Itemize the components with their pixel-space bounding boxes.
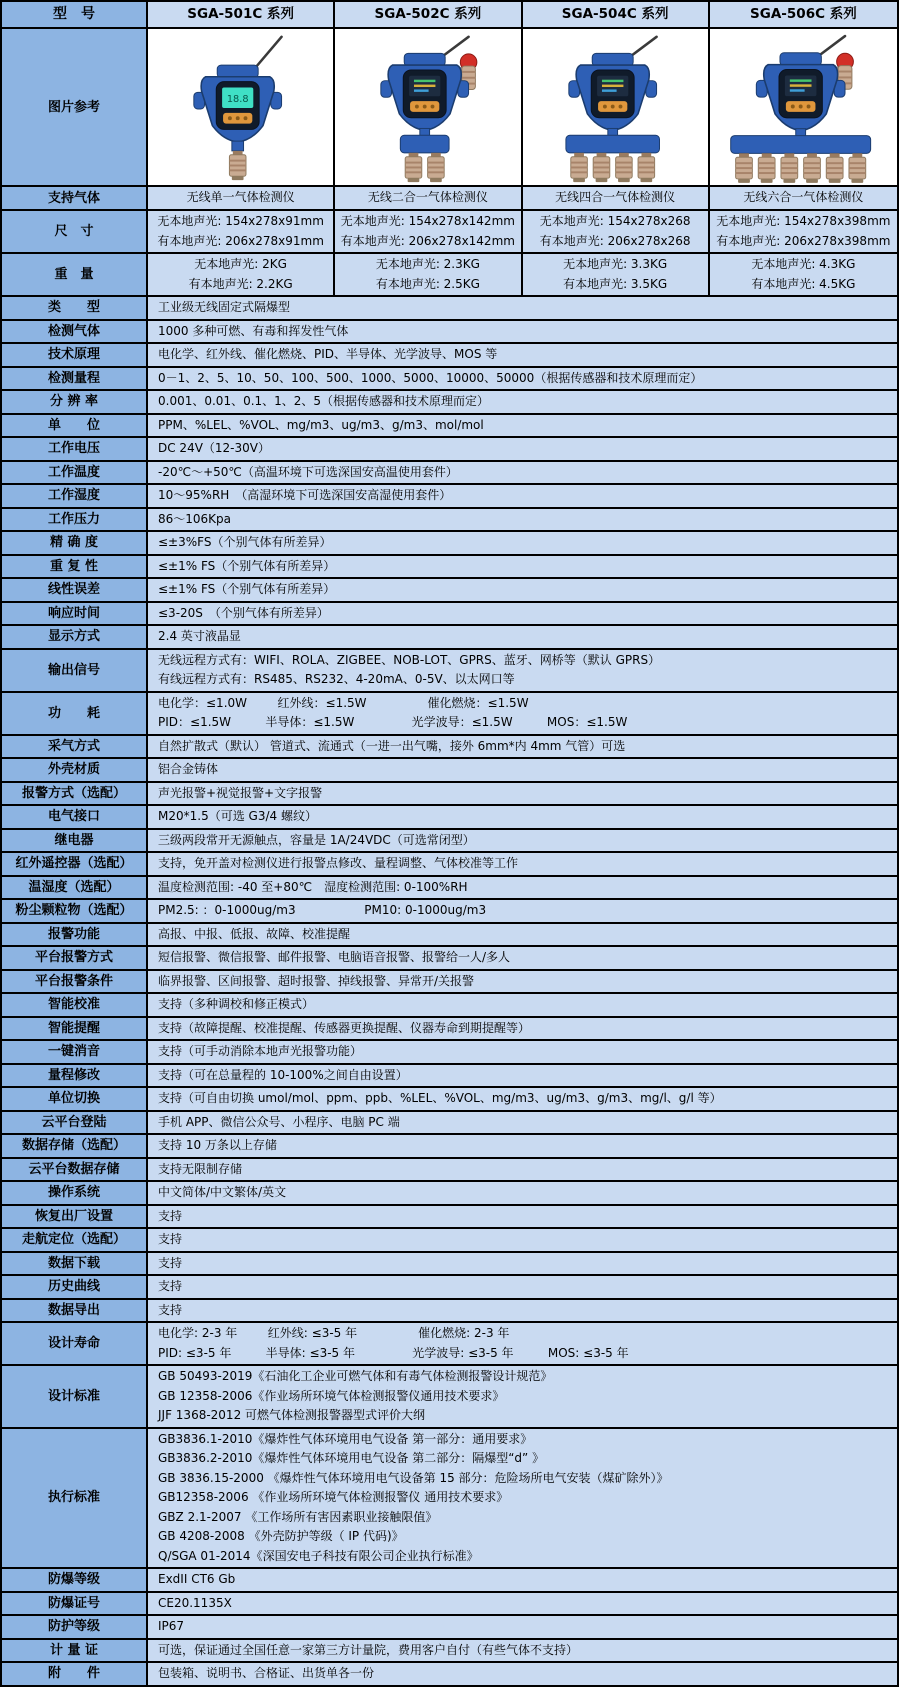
gas-detector-illustration <box>335 29 520 185</box>
spec-row <box>2 626 897 650</box>
supported-gas-row <box>2 187 897 211</box>
spec-value <box>148 1206 897 1228</box>
device-image-sga-506c <box>710 29 897 185</box>
model-header-cell: SGA-504C 系列 <box>523 2 710 27</box>
spec-line: ≤±1% FS（个别气体有所差异） <box>158 558 336 573</box>
spec-value <box>148 830 897 852</box>
spec-value <box>148 1366 897 1427</box>
device-image-sga-501c <box>148 29 335 185</box>
spec-line: JJF 1368-2012 可燃气体检测报警器型式评价大纲 <box>158 1408 426 1422</box>
spec-row <box>2 900 897 924</box>
row-label: 防护等级 <box>2 1616 148 1638</box>
spec-line: 三级两段常开无源触点，容量是 1A/24VDC（可选常闭型） <box>158 832 475 847</box>
spec-value <box>148 1300 897 1322</box>
row-label: 显示方式 <box>2 626 148 648</box>
spec-value <box>148 947 897 969</box>
spec-line: 可选，保证通过全国任意一家第三方计量院，费用客户自付（有些气体不支持） <box>158 1642 579 1657</box>
spec-value <box>148 1569 897 1591</box>
spec-row <box>2 1663 897 1685</box>
row-label: 温湿度（选配） <box>2 877 148 899</box>
gas-cells <box>148 187 897 209</box>
row-label: 附 件 <box>2 1663 148 1685</box>
gas-type-cell: 无线六合一气体检测仪 <box>710 187 897 209</box>
spec-row <box>2 1088 897 1112</box>
device-image-sga-502c <box>335 29 522 185</box>
spec-row <box>2 1640 897 1664</box>
spec-line: 高报、中报、低报、故障、校准提醒 <box>158 926 351 941</box>
spec-value <box>148 1640 897 1662</box>
spec-line: 86～106Kpa <box>158 511 232 526</box>
spec-line: IP67 <box>158 1619 185 1633</box>
row-label: 重 量 <box>2 254 148 295</box>
spec-row <box>2 806 897 830</box>
spec-line: 温度检测范围: -40 至+80℃ 湿度检测范围: 0-100%RH <box>158 879 468 894</box>
spec-row <box>2 947 897 971</box>
spec-row <box>2 556 897 580</box>
model-header-cell: SGA-502C 系列 <box>335 2 522 27</box>
spec-value <box>148 1663 897 1685</box>
spec-row <box>2 1135 897 1159</box>
spec-line: 自然扩散式（默认） 管道式、流通式（一进一出气嘴，接外 6mm*内 4mm 气管）可选 <box>158 738 626 753</box>
spec-value <box>148 579 897 601</box>
image-cells <box>148 29 897 185</box>
spec-row <box>2 509 897 533</box>
row-label: 工作温度 <box>2 462 148 484</box>
row-label: 尺 寸 <box>2 211 148 252</box>
spec-line: 无本地声光: 154x278x268 <box>539 214 691 228</box>
spec-line: 无本地声光: 2KG <box>194 257 287 271</box>
spec-line: 有本地声光: 2.5KG <box>375 276 480 291</box>
spec-line: 无本地声光: 154x278x398mm <box>716 214 891 228</box>
spec-line: 0.001、0.01、0.1、1、2、5（根据传感器和技术原理而定） <box>158 394 490 408</box>
spec-line: 有本地声光: 3.5KG <box>563 276 668 291</box>
spec-row <box>2 603 897 627</box>
row-label: 量程修改 <box>2 1065 148 1087</box>
weight-cell <box>710 254 897 295</box>
spec-value <box>148 438 897 460</box>
spec-line: GB 3836.15-2000 《爆炸性气体环境用电气设备第 15 部分：危险场所电气安装（煤矿除外）》 <box>158 1470 669 1485</box>
spec-line: M20*1.5（可选 G3/4 螺纹） <box>158 809 317 823</box>
row-label: 精 确 度 <box>2 532 148 554</box>
spec-line: 支持 <box>158 1302 183 1317</box>
row-label: 恢复出厂设置 <box>2 1206 148 1228</box>
row-label: 设计寿命 <box>2 1323 148 1364</box>
spec-line: PID: ≤3-5 年 半导体: ≤3-5 年 光学波导: ≤3-5 年 MOS: ≤3-5 年 <box>158 1345 629 1360</box>
spec-value <box>148 1182 897 1204</box>
spec-value <box>148 900 897 922</box>
spec-line: 2.4 英寸液晶显 <box>158 629 241 643</box>
gas-detector-illustration <box>523 29 708 185</box>
spec-line: GB 4208-2008 《外壳防护等级（ IP 代码)》 <box>158 1529 404 1543</box>
spec-line: 有本地声光: 206x278x268 <box>539 233 691 248</box>
spec-line: 支持（故障提醒、校准提醒、传感器更换提醒、仪器寿命到期提醒等） <box>158 1020 531 1035</box>
spec-line: GB3836.1-2010《爆炸性气体环境用电气设备 第一部分：通用要求》 <box>158 1431 533 1446</box>
spec-line: 支持 <box>158 1255 183 1270</box>
gas-detector-illustration <box>710 29 897 185</box>
spec-line: 支持 <box>158 1279 183 1293</box>
spec-value <box>148 1018 897 1040</box>
spec-line: 0－1、2、5、10、50、100、500、1000、5000、10000、50000（根据传感器和技术原理而定） <box>158 370 703 385</box>
spec-row <box>2 1616 897 1640</box>
spec-row <box>2 297 897 321</box>
row-label: 输出信号 <box>2 650 148 691</box>
spec-value <box>148 736 897 758</box>
spec-line: DC 24V（12-30V） <box>158 441 270 455</box>
spec-line: 10～95%RH （高湿环境下可选深国安高湿使用套件） <box>158 488 452 502</box>
row-label: 数据存储（选配） <box>2 1135 148 1157</box>
gas-type-cell: 无线二合一气体检测仪 <box>335 187 522 209</box>
spec-value <box>148 1276 897 1298</box>
spec-value <box>148 1065 897 1087</box>
spec-value <box>148 853 897 875</box>
header-cells <box>148 2 897 27</box>
spec-row <box>2 344 897 368</box>
row-label: 类 型 <box>2 297 148 319</box>
spec-line: 支持（可手动消除本地声光报警功能） <box>158 1044 363 1058</box>
row-label: 单位切换 <box>2 1088 148 1110</box>
row-label: 单 位 <box>2 415 148 437</box>
spec-row <box>2 368 897 392</box>
spec-row <box>2 438 897 462</box>
spec-line: 工业级无线固定式隔爆型 <box>158 300 291 314</box>
gas-type-cell: 无线四合一气体检测仪 <box>523 187 710 209</box>
spec-value <box>148 783 897 805</box>
spec-line: GBZ 2.1-2007 《工作场所有害因素职业接触限值》 <box>158 1509 438 1524</box>
spec-value <box>148 462 897 484</box>
spec-line: -20℃～+50℃（高温环境下可选深国安高温使用套件） <box>158 464 458 479</box>
spec-line: 临界报警、区间报警、超时报警、掉线报警、异常开/关报警 <box>158 973 475 988</box>
spec-value <box>148 1112 897 1134</box>
row-label: 粉尘颗粒物（选配） <box>2 900 148 922</box>
gas-type-cell: 无线单一气体检测仪 <box>148 187 335 209</box>
spec-value <box>148 759 897 781</box>
row-label: 平台报警条件 <box>2 971 148 993</box>
spec-value <box>148 485 897 507</box>
spec-value <box>148 1323 897 1364</box>
row-label: 操作系统 <box>2 1182 148 1204</box>
weight-cell <box>335 254 522 295</box>
spec-line: PID：≤1.5W 半导体：≤1.5W 光学波导：≤1.5W MOS：≤1.5W <box>158 715 628 729</box>
spec-value <box>148 415 897 437</box>
spec-value <box>148 877 897 899</box>
spec-value <box>148 1088 897 1110</box>
spec-line: 短信报警、微信报警、邮件报警、电脑语音报警、报警给一人/多人 <box>158 950 511 964</box>
spec-line: CE20.1135X <box>158 1595 232 1610</box>
row-label: 防爆证号 <box>2 1593 148 1615</box>
spec-line: ≤±3%FS（个别气体有所差异） <box>158 535 332 549</box>
spec-value <box>148 321 897 343</box>
spec-value <box>148 1159 897 1181</box>
spec-value <box>148 650 897 691</box>
spec-line: 铝合金铸体 <box>158 762 219 776</box>
spec-line: 支持（可自由切换 umol/mol、ppm、ppb、%LEL、%VOL、mg/m3、ug/m3、g/m3、mg/l、g/l 等） <box>158 1091 722 1105</box>
row-label: 平台报警方式 <box>2 947 148 969</box>
spec-row <box>2 783 897 807</box>
spec-line: 电化学：≤1.0W 红外线：≤1.5W 催化燃烧：≤1.5W <box>158 695 529 710</box>
row-label: 红外遥控器（选配） <box>2 853 148 875</box>
row-label: 防爆等级 <box>2 1569 148 1591</box>
row-label: 技术原理 <box>2 344 148 366</box>
spec-line: 无线远程方式有：WIFI、ROLA、ZIGBEE、NOB-LOT、GPRS、蓝牙、网桥等（默认 GPRS） <box>158 652 661 667</box>
spec-line: 有本地声光: 4.5KG <box>751 276 856 291</box>
spec-row <box>2 1300 897 1324</box>
weight-cell <box>523 254 710 295</box>
spec-value <box>148 971 897 993</box>
row-label: 执行标准 <box>2 1429 148 1568</box>
spec-row <box>2 1206 897 1230</box>
spec-row <box>2 1429 897 1570</box>
spec-line: 1000 多种可燃、有毒和挥发性气体 <box>158 323 349 338</box>
size-cell <box>523 211 710 252</box>
spec-row <box>2 877 897 901</box>
spec-line: 无本地声光: 4.3KG <box>751 257 856 271</box>
spec-row <box>2 693 897 736</box>
spec-line: 中文简体/中文繁体/英文 <box>158 1185 287 1199</box>
row-label: 电气接口 <box>2 806 148 828</box>
spec-line: 支持 <box>158 1232 183 1246</box>
spec-line: GB3836.2-2010《爆炸性气体环境用电气设备 第二部分：隔爆型“d” 》 <box>158 1451 545 1465</box>
row-label: 重 复 性 <box>2 556 148 578</box>
spec-line: 支持（多种调校和修正模式） <box>158 997 315 1011</box>
spec-row <box>2 1229 897 1253</box>
spec-line: 手机 APP、微信公众号、小程序、电脑 PC 端 <box>158 1114 400 1129</box>
spec-row <box>2 1018 897 1042</box>
device-image-sga-504c <box>523 29 710 185</box>
spec-row <box>2 532 897 556</box>
spec-value <box>148 297 897 319</box>
spec-row <box>2 736 897 760</box>
spec-row <box>2 391 897 415</box>
weight-row-cells <box>148 254 897 295</box>
spec-line: 电化学、红外线、催化燃烧、PID、半导体、光学波导、MOS 等 <box>158 347 498 361</box>
spec-line: 支持，免开盖对检测仪进行报警点修改、量程调整、气体校准等工作 <box>158 856 519 870</box>
spec-row <box>2 994 897 1018</box>
spec-value <box>148 924 897 946</box>
image-row <box>2 29 897 187</box>
row-label: 云平台登陆 <box>2 1112 148 1134</box>
spec-line: Q/SGA 01-2014《深国安电子科技有限公司企业执行标准》 <box>158 1548 479 1563</box>
spec-value <box>148 1253 897 1275</box>
spec-row <box>2 1593 897 1617</box>
spec-row <box>2 830 897 854</box>
spec-row <box>2 462 897 486</box>
spec-row <box>2 1041 897 1065</box>
spec-value <box>148 368 897 390</box>
row-label: 型 号 <box>2 2 148 27</box>
model-header-cell: SGA-501C 系列 <box>148 2 335 27</box>
spec-row <box>2 650 897 693</box>
spec-line: 支持（可在总量程的 10-100%之间自由设置） <box>158 1067 408 1082</box>
row-label: 分 辨 率 <box>2 391 148 413</box>
spec-line: 支持 10 万条以上存储 <box>158 1138 277 1152</box>
spec-row <box>2 971 897 995</box>
spec-value <box>148 994 897 1016</box>
spec-row <box>2 485 897 509</box>
spec-line: PM2.5: ：0-1000ug/m3 PM10: 0-1000ug/m3 <box>158 903 487 917</box>
spec-line: 有本地声光: 206x278x91mm <box>157 233 324 248</box>
spec-line: 无本地声光: 3.3KG <box>563 257 668 271</box>
row-label: 检测量程 <box>2 368 148 390</box>
spec-line: ≤±1% FS（个别气体有所差异） <box>158 582 336 596</box>
spec-row <box>2 1182 897 1206</box>
row-label: 支持气体 <box>2 187 148 209</box>
spec-value <box>148 1229 897 1251</box>
spec-row <box>2 1366 897 1429</box>
weight-row <box>2 254 897 297</box>
spec-row <box>2 1569 897 1593</box>
spec-line: 支持 <box>158 1208 183 1223</box>
spec-value <box>148 1041 897 1063</box>
spec-line: PPM、%LEL、%VOL、mg/m3、ug/m3、g/m3、mol/mol <box>158 417 484 432</box>
spec-value <box>148 532 897 554</box>
row-label: 设计标准 <box>2 1366 148 1427</box>
spec-line: 无本地声光: 154x278x91mm <box>157 214 324 228</box>
row-label: 工作电压 <box>2 438 148 460</box>
weight-cell <box>148 254 335 295</box>
row-label: 工作湿度 <box>2 485 148 507</box>
row-label: 功 耗 <box>2 693 148 734</box>
row-label: 报警功能 <box>2 924 148 946</box>
spec-value <box>148 1429 897 1568</box>
spec-line: ExdII CT6 Gb <box>158 1572 236 1586</box>
gas-detector-illustration <box>148 29 333 185</box>
row-label: 继电器 <box>2 830 148 852</box>
spec-row <box>2 1159 897 1183</box>
spec-line: 有线远程方式有：RS485、RS232、4-20mA、0-5V、以太网口等 <box>158 672 515 686</box>
spec-line: 无本地声光: 2.3KG <box>375 257 480 271</box>
row-label: 响应时间 <box>2 603 148 625</box>
spec-line: GB 12358-2006《作业场所环境气体检测报警仪通用技术要求》 <box>158 1388 505 1403</box>
spec-value <box>148 806 897 828</box>
spec-row <box>2 1065 897 1089</box>
spec-value <box>148 603 897 625</box>
spec-line: 支持无限制存储 <box>158 1161 243 1176</box>
spec-line: 声光报警+视觉报警+文字报警 <box>158 785 323 800</box>
spec-line: GB12358-2006 《作业场所环境气体检测报警仪 通用技术要求》 <box>158 1490 509 1504</box>
row-label: 图片参考 <box>2 29 148 185</box>
header-row <box>2 2 897 29</box>
row-label: 一键消音 <box>2 1041 148 1063</box>
spec-line: 有本地声光: 206x278x398mm <box>716 233 891 248</box>
spec-row <box>2 1276 897 1300</box>
spec-line: 有本地声光: 206x278x142mm <box>340 233 515 248</box>
row-label: 检测气体 <box>2 321 148 343</box>
spec-value <box>148 1135 897 1157</box>
row-label: 云平台数据存储 <box>2 1159 148 1181</box>
spec-row <box>2 759 897 783</box>
spec-line: GB 50493-2019《石油化工企业可燃气体和有毒气体检测报警设计规范》 <box>158 1369 553 1383</box>
spec-line: 电化学: 2-3 年 红外线: ≤3-5 年 催化燃烧: 2-3 年 <box>158 1326 510 1340</box>
spec-line: 无本地声光: 154x278x142mm <box>340 214 515 228</box>
spec-value <box>148 556 897 578</box>
spec-value <box>148 693 897 734</box>
spec-row <box>2 321 897 345</box>
row-label: 数据下载 <box>2 1253 148 1275</box>
spec-line: 包装箱、说明书、合格证、出货单各一份 <box>158 1666 375 1680</box>
spec-row <box>2 1112 897 1136</box>
row-label: 报警方式（选配） <box>2 783 148 805</box>
row-label: 外壳材质 <box>2 759 148 781</box>
spec-row <box>2 579 897 603</box>
svg-text:18.8: 18.8 <box>226 94 249 106</box>
spec-row <box>2 1253 897 1277</box>
size-cell <box>710 211 897 252</box>
spec-value <box>148 1593 897 1615</box>
spec-value <box>148 391 897 413</box>
spec-line: ≤3-20S （个别气体有所差异） <box>158 605 329 620</box>
size-row <box>2 211 897 254</box>
row-label: 智能校准 <box>2 994 148 1016</box>
row-label: 智能提醒 <box>2 1018 148 1040</box>
row-label: 线性误差 <box>2 579 148 601</box>
spec-value <box>148 1616 897 1638</box>
row-label: 工作压力 <box>2 509 148 531</box>
spec-row <box>2 415 897 439</box>
spec-line: 有本地声光: 2.2KG <box>188 276 293 291</box>
spec-value <box>148 509 897 531</box>
model-header-cell: SGA-506C 系列 <box>710 2 897 27</box>
spec-value <box>148 344 897 366</box>
size-row-cells <box>148 211 897 252</box>
row-label: 数据导出 <box>2 1300 148 1322</box>
row-label: 采气方式 <box>2 736 148 758</box>
row-label: 走航定位（选配） <box>2 1229 148 1251</box>
size-cell <box>335 211 522 252</box>
spec-row <box>2 1323 897 1366</box>
size-cell <box>148 211 335 252</box>
spec-value <box>148 626 897 648</box>
row-label: 计 量 证 <box>2 1640 148 1662</box>
spec-row <box>2 924 897 948</box>
row-label: 历史曲线 <box>2 1276 148 1298</box>
spec-row <box>2 853 897 877</box>
